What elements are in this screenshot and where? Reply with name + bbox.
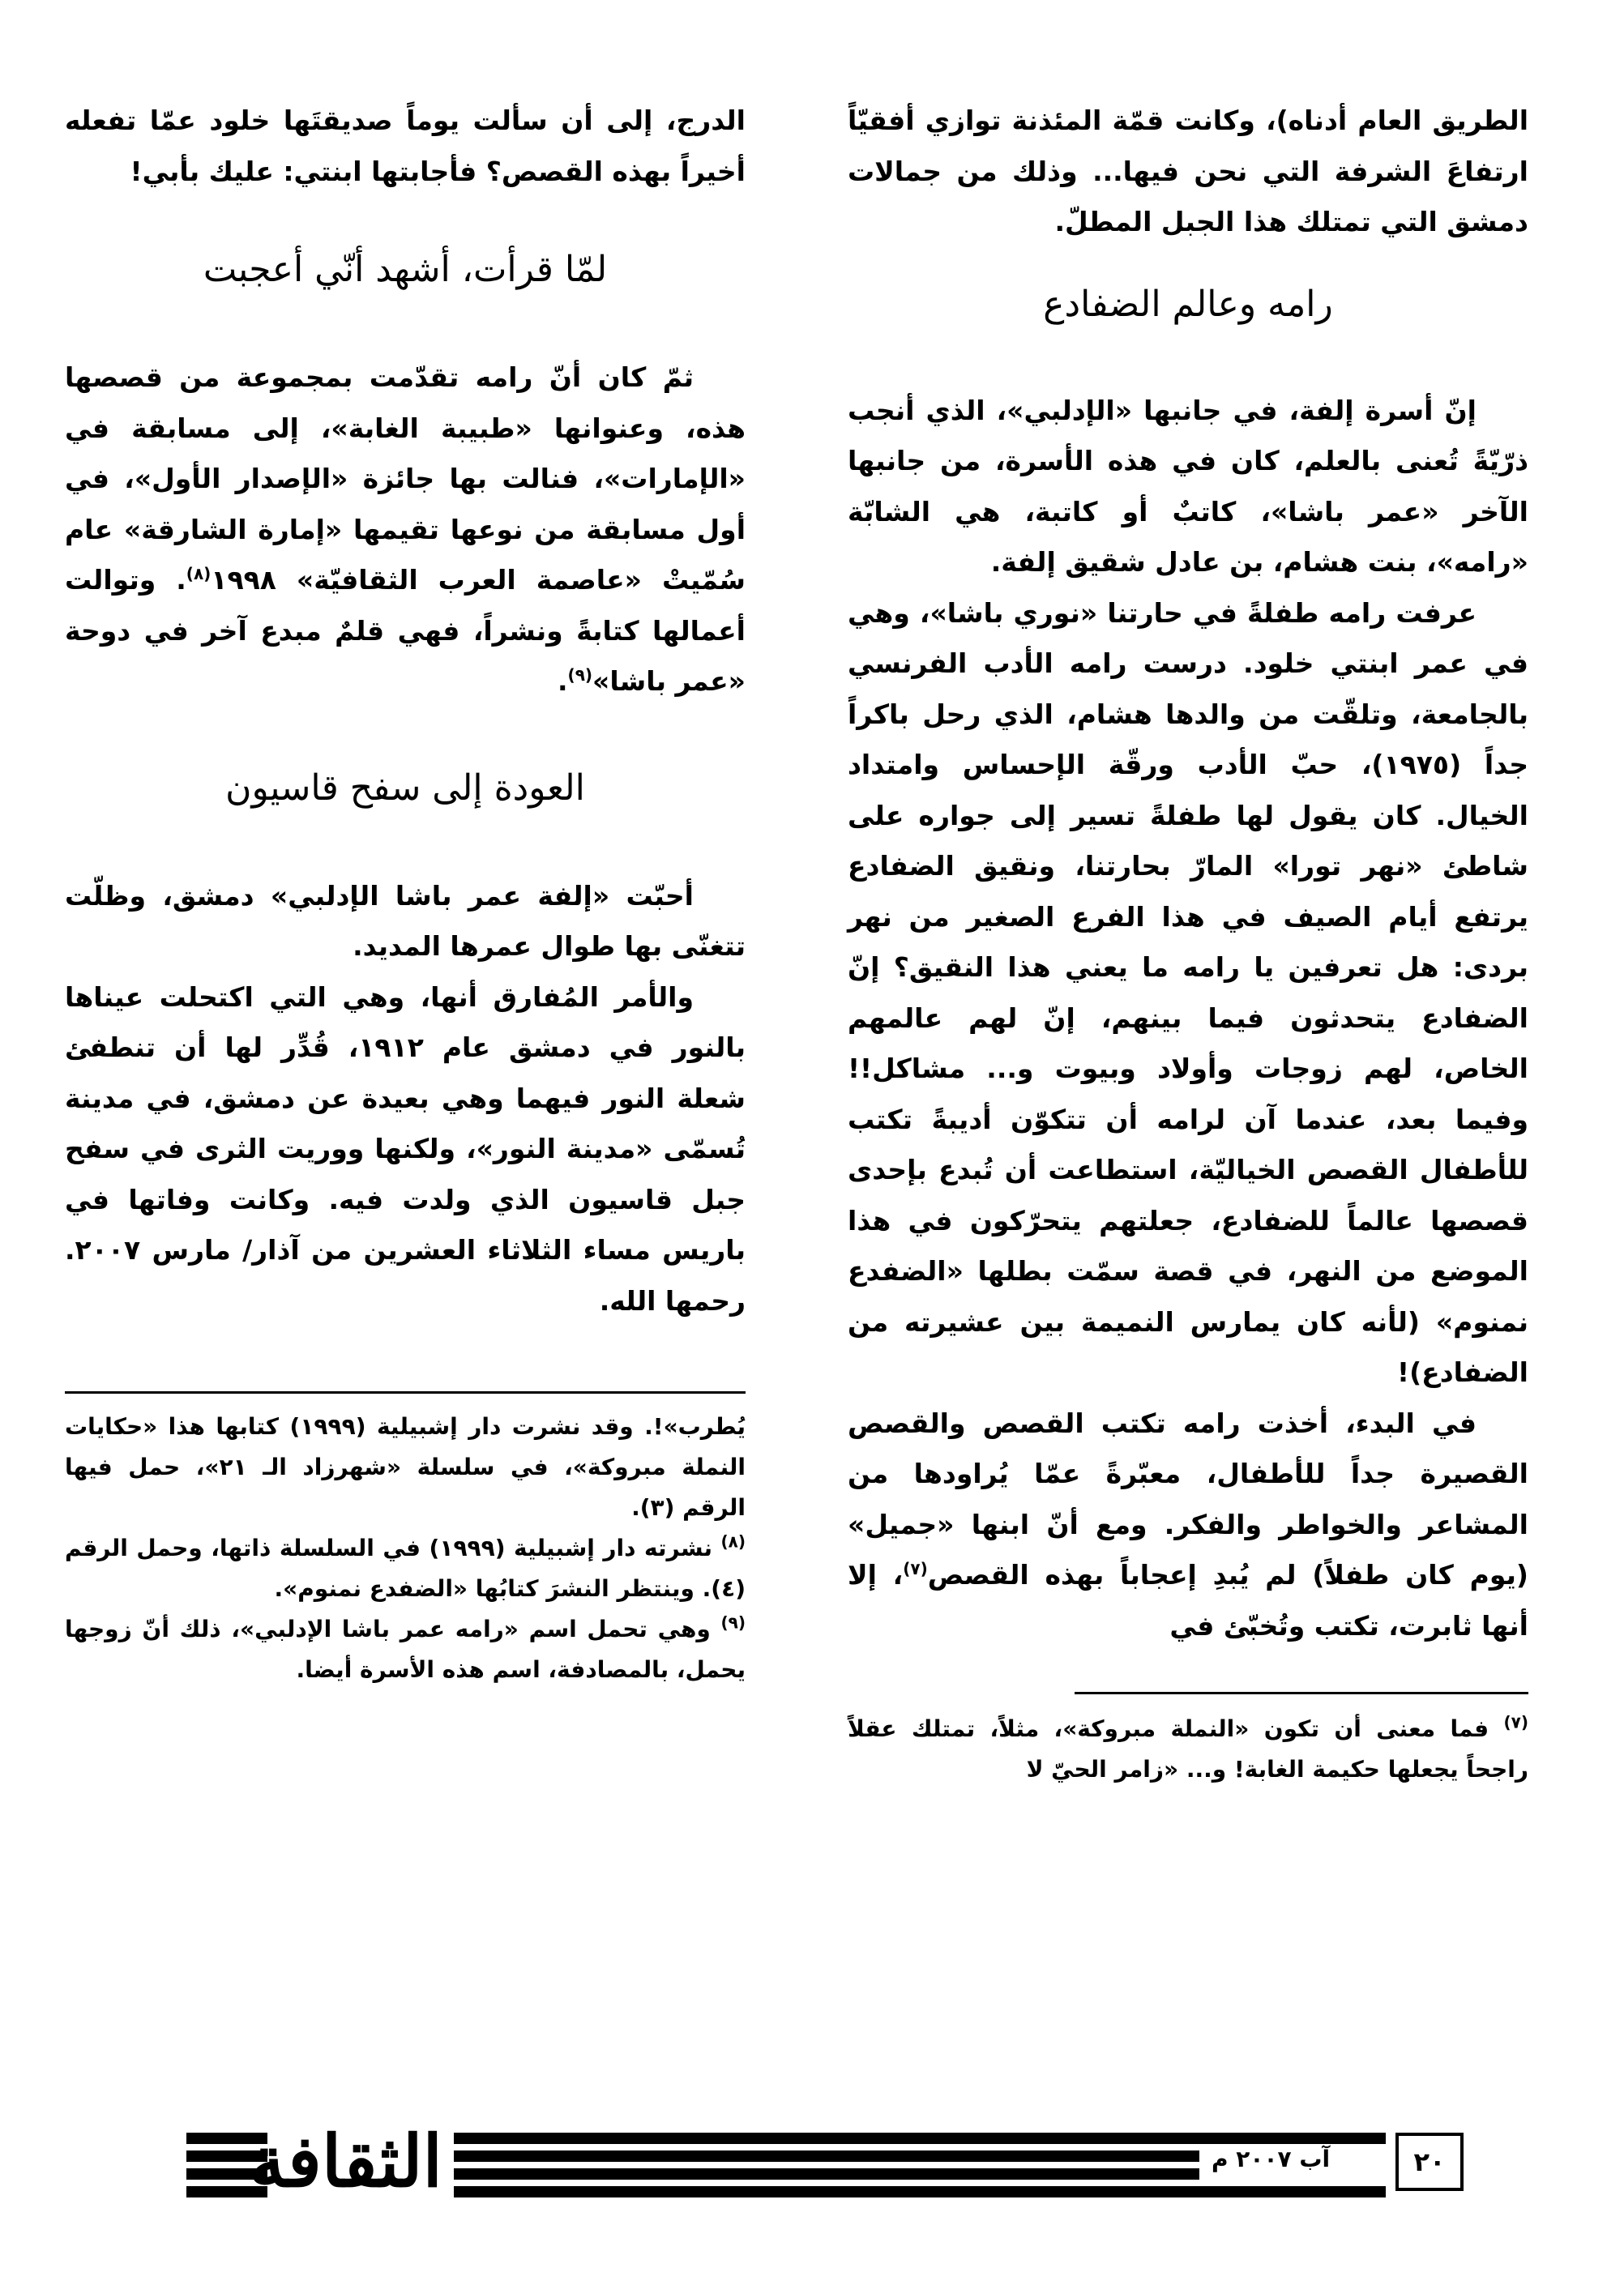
paragraph-rama-writing-text: في البدء، أخذت رامه تكتب القصص والقصص القصيرة جداً للأطفال، معبّرةً عمّا يُراودها من المشاعر والخواطر والفكر. ومع أنّ ابنها «جميل» (يوم كان طفلاً) لم يُبدِ إعجاباً بهذه القصص [848,1407,1528,1591]
footer-bar-right-1 [454,2133,1386,2144]
footnote-ref-7: (٧) [903,1559,928,1578]
footer-bar-right-3 [454,2168,1199,2180]
paragraph-rama-childhood: عرفت رامه طفلةً في حارتنا «نوري باشا»، وهي في عمر ابنتي خلود. درست رامه الأدب الفرنسي بالجامعة، وتلقّت من والدها هشام، الذي رحل باكراً جداً (١٩٧٥)، حبّ الأدب ورقّة الإحساس وامتداد الخيال. كان يقول لها طفلةً تسير إلى جواره على شاطئ «نهر تورا» المارّ بحارتنا، ونقيق الضفادع يرتفع أيام الصيف في هذا الفرع الصغير من نهر بردى: هل تعرفين يا رامه ما يعني هذا النقيق؟ إنّ الضفادع يتحدثون فيما بينهم، إنّ لهم عالمهم الخاص، لهم زوجات وأولاد وبيوت و... مشاكل!! وفيما بعد، عندما آن لرامه أن تتكوّن أديبةً تكتب للأطفال القصص الخياليّة، استطاعت أن تُبدع بإحدى قصصها عالماً للضفادع، جعلتهم يتحرّكون في هذا الموضع من النهر، في قصة سمّت بطلها «الضفدع نمنوم» (لأنه كان يمارس النميمة بين عشيرته من الضفادع)! [848,596,1528,1388]
paragraph-award-text-a: ثمّ كان أنّ رامه تقدّمت بمجموعة من قصصها هذه، وعنوانها «طبيبة الغابة»، إلى مسابقة في «الإمارات»، فنالت بها جائزة «الإصدار الأول»، في أول مسابقة من نوعها تقيمها «إمارة الشارقة» عام سُمّيتْ «عاصمة العرب الثقافيّة» ١٩٩٨ [65,361,746,596]
section-heading-frogs: رامه وعالم الضفادع [1043,283,1333,325]
paragraph-family: إنّ أسرة إلفة، في جانبها «الإدلبي»، الذي أنجب ذرّيّةً تُعنى بالعلم، كان في هذه الأسرة، من جانبها الآخر «عمر باشا»، كاتبٌ أو كاتبة، هي الشابّة «رامه»، بنت هشام، بن عادل شقيق إلفة. [848,394,1528,578]
footnote-8-marker: (٨) [720,1531,746,1552]
footnote-9 [65,1609,746,1690]
left-column [65,96,746,1690]
footnote-9-text: وهي تحمل اسم «رامه عمر باشا الإدلبي»، ذلك أنّ زوجها يحمل، بالمصادفة، اسم هذه الأسرة أيضا. [65,1616,746,1683]
paragraph-rama-writing [848,1399,1528,1652]
intro-paragraph-left: الدرج، إلى أن سألت يوماً صديقتَها خلود عمّا تفعله أخيراً بهذه القصص؟ فأجابتها ابنتي: عليك بأبي! [65,105,746,187]
section-heading-qasioun: العودة إلى سفح قاسيون [225,767,585,809]
footnote-9-marker: (٩) [720,1612,746,1633]
paragraph-award-text-c: . [558,665,568,697]
footer-bar-right-4 [454,2186,1386,2197]
paragraph-rama-writing-tail: ، إلا أنها ثابرت، تكتب وتُخبّئ في [848,1559,1528,1642]
footnote-8-text: نشرته دار إشبيلية (١٩٩٩) في السلسلة ذاتها، وحمل الرقم (٤). وينتظر النشرَ كتابُها «الضفدع نمنوم». [65,1535,746,1602]
footnote-ref-9: (٩) [567,665,593,685]
paragraph-death: والأمر المُفارق أنها، وهي التي اكتحلت عيناها بالنور في دمشق عام ١٩١٢، قُدِّر لها أن تنطفئ شعلة النور فيهما وهي بعيدة عن دمشق، في مدينة تُسمّى «مدينة النور»، ولكنها ووريت الثرى في سفح جبل قاسيون الذي ولدت فيه. وكانت وفاتها في باريس مساء الثلاثاء العشرين من آذار/ مارس ٢٠٠٧. رحمها الله. [65,980,746,1317]
page-number: ٢٠ [1395,2133,1464,2191]
intro-paragraph-right: الطريق العام أدناه)، وكانت قمّة المئذنة توازي أفقيّاً ارتفاعَ الشرفة التي نحن فيها... وذلك من جمالات دمشق التي تمتلك هذا الجبل المطلّ. [848,105,1528,237]
paragraph-award [65,352,746,707]
footnote-7-marker: (٧) [1503,1712,1528,1732]
footnote-ref-8: (٨) [186,564,212,583]
right-column [848,96,1528,1790]
footnote-7-text: فما معنى أن تكون «النملة مبروكة»، مثلاً، تمتلك عقلاً راجحاً يجعلها حكيمة الغابة! و... «زامر الحيّ لا [848,1715,1528,1783]
footnote-7 [848,1709,1528,1790]
footer-bar-right-2 [454,2150,1199,2162]
section-heading-admired: لمّا قرأت، أشهد أنّي أعجبت [203,249,608,290]
paragraph-award-text-b: . وتوالت أعمالها كتابةً ونشراً، فهي قلمٌ مبدع آخر في دوحة «عمر باشا» [65,564,746,697]
paragraph-love-damascus: أحبّت «إلفة عمر باشا الإدلبي» دمشق، وظلّت تتغنّى بها طوال عمرها المديد. [65,879,746,962]
issue-date: آب ٢٠٠٧ م [1212,2146,1331,2172]
magazine-logo: الثقافة [249,2119,442,2203]
footnote-8 [65,1528,746,1609]
footnote-continuation: يُطرب»!. وقد نشرت دار إشبيلية (١٩٩٩) كتابها هذا «حكايات النملة مبروكة»، في سلسلة «شهرزاد الـ ٢١»، حمل فيها الرقم (٣). [65,1413,746,1521]
